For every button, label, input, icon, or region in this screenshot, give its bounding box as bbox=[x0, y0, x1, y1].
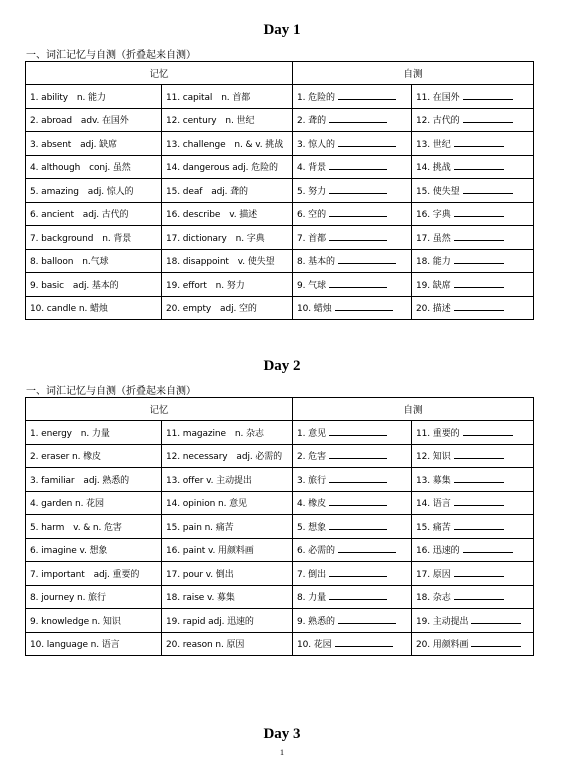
word-entry-text: 10. language n. 语言 bbox=[30, 640, 120, 651]
answer-blank[interactable] bbox=[335, 638, 393, 647]
day-1-section-heading: 一、词汇记忆与自测（折叠起来自测） bbox=[26, 50, 196, 61]
answer-blank[interactable] bbox=[329, 427, 387, 436]
word-entry-text: 1. ability n. 能力 bbox=[30, 92, 106, 103]
word-entry-text: 9. knowledge n. 知识 bbox=[30, 616, 121, 627]
answer-blank[interactable] bbox=[454, 161, 504, 170]
memory-word-cell bbox=[26, 132, 162, 156]
prompt-text: 1. 危险的 bbox=[297, 92, 335, 103]
word-entry-text: 12. necessary adj. 必需的 bbox=[166, 452, 283, 463]
word-entry-text: 18. raise v. 募集 bbox=[166, 593, 235, 604]
prompt-text: 7. 倒出 bbox=[297, 569, 326, 580]
self-test-cell bbox=[293, 515, 412, 539]
memory-word-cell bbox=[162, 562, 293, 586]
self-test-cell bbox=[412, 108, 534, 132]
prompt-text: 5. 想象 bbox=[297, 522, 326, 533]
self-test-cell bbox=[293, 538, 412, 562]
prompt-text: 10. 蜡烛 bbox=[297, 304, 332, 315]
answer-blank[interactable] bbox=[329, 450, 387, 459]
memory-word-cell bbox=[162, 538, 293, 562]
prompt-text: 20. 用颜料画 bbox=[416, 640, 469, 651]
memory-word-cell bbox=[26, 562, 162, 586]
self-test-cell bbox=[412, 421, 534, 445]
table-row bbox=[26, 538, 534, 562]
memory-word-cell bbox=[26, 538, 162, 562]
table-row bbox=[26, 226, 534, 250]
day-3-title: Day 3 bbox=[263, 726, 301, 742]
word-entry-text: 3. absent adj. 缺席 bbox=[30, 139, 117, 150]
prompt-text: 20. 描述 bbox=[416, 304, 451, 315]
memory-word-cell bbox=[26, 249, 162, 273]
prompt-text: 8. 力量 bbox=[297, 593, 326, 604]
answer-blank[interactable] bbox=[454, 255, 504, 264]
self-test-cell bbox=[412, 155, 534, 179]
table-row bbox=[26, 155, 534, 179]
day-1-title: Day 1 bbox=[263, 22, 301, 38]
prompt-text: 3. 旅行 bbox=[297, 475, 326, 486]
self-test-cell bbox=[412, 179, 534, 203]
table-row bbox=[26, 273, 534, 297]
prompt-text: 4. 背景 bbox=[297, 163, 326, 174]
prompt-text: 14. 挑战 bbox=[416, 163, 451, 174]
answer-blank[interactable] bbox=[338, 138, 396, 147]
memory-word-cell bbox=[26, 85, 162, 109]
table-row bbox=[26, 609, 534, 633]
memory-word-cell bbox=[162, 609, 293, 633]
word-entry-text: 18. disappoint v. 使失望 bbox=[166, 257, 275, 268]
memory-word-cell bbox=[26, 179, 162, 203]
self-test-cell bbox=[293, 179, 412, 203]
memory-word-cell bbox=[162, 585, 293, 609]
prompt-text: 11. 重要的 bbox=[416, 428, 460, 439]
answer-blank[interactable] bbox=[329, 185, 387, 194]
word-entry-text: 16. paint v. 用颜料画 bbox=[166, 546, 254, 557]
word-entry-text: 17. dictionary n. 字典 bbox=[166, 233, 265, 244]
answer-blank[interactable] bbox=[338, 615, 396, 624]
answer-blank[interactable] bbox=[454, 568, 504, 577]
memory-word-cell bbox=[26, 202, 162, 226]
table-row bbox=[26, 632, 534, 656]
self-test-cell bbox=[412, 202, 534, 226]
self-test-cell bbox=[412, 249, 534, 273]
self-test-cell bbox=[293, 85, 412, 109]
prompt-text: 19. 缺席 bbox=[416, 280, 451, 291]
self-test-cell bbox=[293, 632, 412, 656]
self-test-cell bbox=[293, 491, 412, 515]
self-test-cell bbox=[412, 468, 534, 492]
prompt-text: 1. 意见 bbox=[297, 428, 326, 439]
memory-word-cell bbox=[26, 515, 162, 539]
word-entry-text: 14. dangerous adj. 危险的 bbox=[166, 163, 278, 174]
prompt-text: 7. 首都 bbox=[297, 233, 326, 244]
self-test-cell bbox=[293, 108, 412, 132]
answer-blank[interactable] bbox=[329, 232, 387, 241]
word-entry-text: 5. amazing adj. 惊人的 bbox=[30, 186, 134, 197]
word-entry-text: 6. ancient adj. 古代的 bbox=[30, 210, 129, 221]
word-entry-text: 10. candle n. 蜡烛 bbox=[30, 304, 108, 315]
memory-word-cell bbox=[162, 202, 293, 226]
table-row bbox=[26, 515, 534, 539]
answer-blank[interactable] bbox=[454, 521, 504, 530]
self-test-cell bbox=[293, 155, 412, 179]
answer-blank[interactable] bbox=[463, 91, 513, 100]
table-header-row bbox=[26, 398, 534, 421]
prompt-text: 6. 空的 bbox=[297, 210, 326, 221]
prompt-text: 16. 迅速的 bbox=[416, 546, 460, 557]
table-row bbox=[26, 562, 534, 586]
memory-word-cell bbox=[26, 273, 162, 297]
self-test-cell bbox=[412, 515, 534, 539]
self-test-cell bbox=[412, 85, 534, 109]
prompt-text: 15. 痛苦 bbox=[416, 522, 451, 533]
memory-word-cell bbox=[162, 421, 293, 445]
prompt-text: 16. 字典 bbox=[416, 210, 451, 221]
prompt-text: 9. 熟悉的 bbox=[297, 616, 335, 627]
answer-blank[interactable] bbox=[454, 474, 504, 483]
word-entry-text: 17. pour v. 倒出 bbox=[166, 569, 234, 580]
memory-header: 记忆 bbox=[26, 62, 293, 85]
day-2-title: Day 2 bbox=[263, 358, 301, 374]
prompt-text: 6. 必需的 bbox=[297, 546, 335, 557]
prompt-text: 13. 募集 bbox=[416, 475, 451, 486]
memory-word-cell bbox=[26, 155, 162, 179]
memory-word-cell bbox=[26, 296, 162, 320]
prompt-text: 8. 基本的 bbox=[297, 257, 335, 268]
memory-word-cell bbox=[26, 444, 162, 468]
self-test-cell bbox=[293, 468, 412, 492]
memory-word-cell bbox=[162, 132, 293, 156]
self-test-cell bbox=[412, 538, 534, 562]
prompt-text: 18. 杂志 bbox=[416, 593, 451, 604]
prompt-text: 9. 气球 bbox=[297, 280, 326, 291]
self-test-cell bbox=[293, 585, 412, 609]
answer-blank[interactable] bbox=[329, 497, 387, 506]
memory-word-cell bbox=[162, 85, 293, 109]
memory-word-cell bbox=[26, 468, 162, 492]
word-entry-text: 6. imagine v. 想象 bbox=[30, 546, 108, 557]
word-entry-text: 2. abroad adv. 在国外 bbox=[30, 116, 129, 127]
prompt-text: 2. 聋的 bbox=[297, 116, 326, 127]
answer-blank[interactable] bbox=[335, 302, 393, 311]
self-test-cell bbox=[293, 296, 412, 320]
self-test-cell bbox=[293, 249, 412, 273]
memory-word-cell bbox=[26, 491, 162, 515]
word-entry-text: 13. offer v. 主动提出 bbox=[166, 475, 252, 486]
word-entry-text: 11. capital n. 首都 bbox=[166, 92, 251, 103]
self-test-cell bbox=[412, 273, 534, 297]
self-test-cell bbox=[412, 609, 534, 633]
answer-blank[interactable] bbox=[338, 91, 396, 100]
self-test-cell bbox=[412, 132, 534, 156]
word-entry-text: 1. energy n. 力量 bbox=[30, 428, 110, 439]
answer-blank[interactable] bbox=[454, 591, 504, 600]
memory-word-cell bbox=[162, 444, 293, 468]
answer-blank[interactable] bbox=[338, 255, 396, 264]
memory-word-cell bbox=[162, 491, 293, 515]
answer-blank[interactable] bbox=[338, 544, 396, 553]
memory-word-cell bbox=[162, 273, 293, 297]
table-row bbox=[26, 491, 534, 515]
prompt-text: 13. 世纪 bbox=[416, 139, 451, 150]
memory-word-cell bbox=[162, 179, 293, 203]
answer-blank[interactable] bbox=[454, 232, 504, 241]
table-row bbox=[26, 108, 534, 132]
word-entry-text: 19. effort n. 努力 bbox=[166, 280, 245, 291]
table-header-row bbox=[26, 62, 534, 85]
word-entry-text: 8. journey n. 旅行 bbox=[30, 593, 106, 604]
prompt-text: 2. 危害 bbox=[297, 452, 326, 463]
self-test-cell bbox=[293, 444, 412, 468]
self-test-cell bbox=[412, 632, 534, 656]
table-row bbox=[26, 202, 534, 226]
word-entry-text: 11. magazine n. 杂志 bbox=[166, 428, 264, 439]
self-test-header: 自测 bbox=[293, 398, 534, 421]
self-test-cell bbox=[412, 562, 534, 586]
word-entry-text: 5. harm v. & n. 危害 bbox=[30, 522, 122, 533]
prompt-text: 5. 努力 bbox=[297, 186, 326, 197]
table-row bbox=[26, 249, 534, 273]
answer-blank[interactable] bbox=[329, 161, 387, 170]
self-test-header: 自测 bbox=[293, 62, 534, 85]
answer-blank[interactable] bbox=[329, 279, 387, 288]
memory-header: 记忆 bbox=[26, 398, 293, 421]
memory-word-cell bbox=[26, 632, 162, 656]
memory-word-cell bbox=[162, 515, 293, 539]
word-entry-text: 15. deaf adj. 聋的 bbox=[166, 186, 248, 197]
table-row bbox=[26, 85, 534, 109]
day-2-section-heading: 一、词汇记忆与自测（折叠起来自测） bbox=[26, 386, 196, 397]
self-test-cell bbox=[412, 444, 534, 468]
answer-blank[interactable] bbox=[329, 114, 387, 123]
answer-blank[interactable] bbox=[463, 544, 513, 553]
memory-word-cell bbox=[162, 632, 293, 656]
self-test-cell bbox=[412, 296, 534, 320]
answer-blank[interactable] bbox=[329, 521, 387, 530]
word-entry-text: 7. important adj. 重要的 bbox=[30, 569, 140, 580]
word-entry-text: 16. describe v. 描述 bbox=[166, 210, 258, 221]
prompt-text: 3. 惊人的 bbox=[297, 139, 335, 150]
table-row bbox=[26, 132, 534, 156]
memory-word-cell bbox=[162, 468, 293, 492]
word-entry-text: 19. rapid adj. 迅速的 bbox=[166, 616, 254, 627]
answer-blank[interactable] bbox=[463, 427, 513, 436]
self-test-cell bbox=[293, 421, 412, 445]
prompt-text: 12. 知识 bbox=[416, 452, 451, 463]
prompt-text: 4. 橡皮 bbox=[297, 499, 326, 510]
answer-blank[interactable] bbox=[454, 450, 504, 459]
word-entry-text: 20. reason n. 原因 bbox=[166, 640, 245, 651]
answer-blank[interactable] bbox=[463, 185, 513, 194]
word-entry-text: 4. although conj. 虽然 bbox=[30, 163, 131, 174]
answer-blank[interactable] bbox=[454, 302, 504, 311]
day-2-vocab-table bbox=[25, 397, 534, 656]
prompt-text: 18. 能力 bbox=[416, 257, 451, 268]
memory-word-cell bbox=[162, 249, 293, 273]
word-entry-text: 13. challenge n. & v. 挑战 bbox=[166, 139, 284, 150]
memory-word-cell bbox=[26, 226, 162, 250]
word-entry-text: 4. garden n. 花园 bbox=[30, 499, 104, 510]
self-test-cell bbox=[293, 132, 412, 156]
answer-blank[interactable] bbox=[454, 208, 504, 217]
word-entry-text: 14. opinion n. 意见 bbox=[166, 499, 247, 510]
memory-word-cell bbox=[162, 108, 293, 132]
self-test-cell bbox=[293, 562, 412, 586]
prompt-text: 14. 语言 bbox=[416, 499, 451, 510]
answer-blank[interactable] bbox=[329, 591, 387, 600]
answer-blank[interactable] bbox=[471, 615, 521, 624]
answer-blank[interactable] bbox=[329, 208, 387, 217]
word-entry-text: 2. eraser n. 橡皮 bbox=[30, 452, 101, 463]
self-test-cell bbox=[293, 226, 412, 250]
table-row bbox=[26, 179, 534, 203]
memory-word-cell bbox=[26, 585, 162, 609]
memory-word-cell bbox=[26, 421, 162, 445]
self-test-cell bbox=[293, 609, 412, 633]
prompt-text: 17. 原因 bbox=[416, 569, 451, 580]
self-test-cell bbox=[293, 273, 412, 297]
table-row bbox=[26, 421, 534, 445]
prompt-text: 15. 使失望 bbox=[416, 186, 460, 197]
word-entry-text: 9. basic adj. 基本的 bbox=[30, 280, 119, 291]
memory-word-cell bbox=[162, 226, 293, 250]
answer-blank[interactable] bbox=[454, 497, 504, 506]
self-test-cell bbox=[412, 491, 534, 515]
memory-word-cell bbox=[26, 108, 162, 132]
answer-blank[interactable] bbox=[463, 114, 513, 123]
word-entry-text: 7. background n. 背景 bbox=[30, 233, 132, 244]
memory-word-cell bbox=[162, 155, 293, 179]
answer-blank[interactable] bbox=[454, 138, 504, 147]
self-test-cell bbox=[412, 226, 534, 250]
self-test-cell bbox=[412, 585, 534, 609]
prompt-text: 17. 虽然 bbox=[416, 233, 451, 244]
table-row bbox=[26, 296, 534, 320]
word-entry-text: 8. balloon n.气球 bbox=[30, 257, 109, 268]
table-row bbox=[26, 585, 534, 609]
prompt-text: 19. 主动提出 bbox=[416, 616, 469, 627]
word-entry-text: 3. familiar adj. 熟悉的 bbox=[30, 475, 130, 486]
answer-blank[interactable] bbox=[454, 279, 504, 288]
answer-blank[interactable] bbox=[329, 474, 387, 483]
self-test-cell bbox=[293, 202, 412, 226]
word-entry-text: 15. pain n. 痛苦 bbox=[166, 522, 234, 533]
word-entry-text: 20. empty adj. 空的 bbox=[166, 304, 257, 315]
answer-blank[interactable] bbox=[329, 568, 387, 577]
prompt-text: 10. 花园 bbox=[297, 640, 332, 651]
prompt-text: 11. 在国外 bbox=[416, 92, 460, 103]
memory-word-cell bbox=[162, 296, 293, 320]
word-entry-text: 12. century n. 世纪 bbox=[166, 116, 255, 127]
page-number: 1 bbox=[280, 748, 284, 757]
memory-word-cell bbox=[26, 609, 162, 633]
table-row bbox=[26, 468, 534, 492]
table-row bbox=[26, 444, 534, 468]
prompt-text: 12. 古代的 bbox=[416, 116, 460, 127]
day-1-vocab-table bbox=[25, 61, 534, 320]
answer-blank[interactable] bbox=[471, 638, 521, 647]
